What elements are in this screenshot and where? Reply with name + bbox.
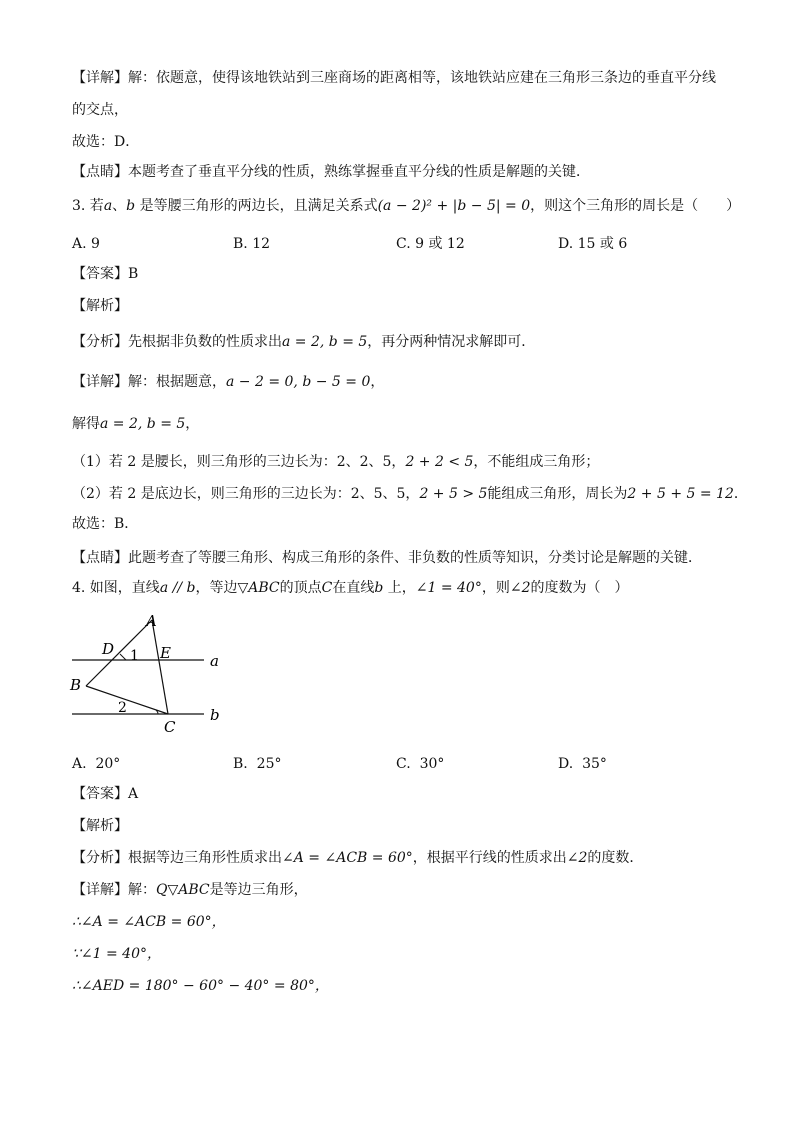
q3-solve: 解得a = 2, b = 5， bbox=[72, 416, 200, 432]
q3-formula: (a − 2)² + |b − 5| = 0 bbox=[377, 198, 531, 214]
q3-option-a[interactable]: A. 9 bbox=[72, 236, 100, 252]
q4-answer: 【答案】A bbox=[72, 786, 139, 802]
q2-detail-line2: 的交点， bbox=[72, 102, 128, 118]
label-2: 2 bbox=[118, 700, 127, 716]
angle-1-arc bbox=[120, 654, 126, 660]
q3-analysis: 【分析】先根据非负数的性质求出a = 2, b = 5，再分两种情况求解即可． bbox=[72, 334, 536, 350]
q4-analysis-tag: 【解析】 bbox=[72, 818, 128, 834]
q4-step2: ∵∠1 = 40°， bbox=[72, 946, 161, 962]
q4-stem: 4. 如图，直线a // b，等边▽ABC的顶点C在直线b 上，∠1 = 40°，则∠2的度数为（ ） bbox=[72, 580, 629, 596]
q3-option-c[interactable]: C. 9 或 12 bbox=[396, 236, 465, 252]
label-line-b: b bbox=[210, 706, 220, 724]
label-1: 1 bbox=[130, 648, 139, 664]
q3-detail: 【详解】解：根据题意，a − 2 = 0, b − 5 = 0， bbox=[72, 374, 385, 390]
q3-option-b[interactable]: B. 12 bbox=[233, 236, 271, 252]
q4-step1: ∴∠A = ∠ACB = 60°， bbox=[72, 914, 226, 930]
q4-option-c[interactable]: C. 30° bbox=[396, 756, 445, 772]
q2-detail-line1: 【详解】解：依题意，使得该地铁站到三座商场的距离相等，该地铁站应建在三角形三条边的垂直平分线 bbox=[72, 70, 716, 86]
q3-option-d[interactable]: D. 15 或 6 bbox=[558, 236, 628, 252]
q3-analysis-tag: 【解析】 bbox=[72, 298, 128, 314]
label-a-vertex: A bbox=[146, 612, 157, 630]
q4-option-d[interactable]: D. 35° bbox=[558, 756, 607, 772]
q4-step3: ∴∠AED = 180° − 60° − 40° = 80°， bbox=[72, 978, 329, 994]
label-d: D bbox=[102, 640, 115, 658]
q3-answer: 【答案】B bbox=[72, 266, 139, 282]
q3-choice: 故选：B． bbox=[72, 516, 139, 532]
q2-comment: 【点睛】本题考查了垂直平分线的性质，熟练掌握垂直平分线的性质是解题的关键． bbox=[72, 164, 590, 180]
label-line-a: a bbox=[210, 652, 219, 670]
segment-ac bbox=[152, 620, 168, 714]
q3-case2: （2）若 2 是底边长，则三角形的三边长为：2、5、5，2 + 5 > 5能组成三角形，周长为2 + 5 + 5 = 12． bbox=[72, 486, 748, 502]
label-e: E bbox=[160, 644, 171, 662]
segment-bc bbox=[86, 686, 168, 714]
q3-case1: （1）若 2 是腰长，则三角形的三边长为：2、2、5，2 + 2 < 5，不能组成三角形； bbox=[72, 454, 600, 470]
label-c-vertex: C bbox=[164, 718, 176, 736]
q3-stem: 3. 若a、b 是等腰三角形的两边长，且满足关系式(a − 2)² + |b − 5| = 0，则这个三角形的周长是（ ） bbox=[72, 198, 741, 214]
q4-option-b[interactable]: B. 25° bbox=[233, 756, 282, 772]
q4-figure bbox=[68, 608, 228, 738]
q4-option-a[interactable]: A. 20° bbox=[72, 756, 121, 772]
label-b-vertex: B bbox=[70, 676, 82, 694]
q2-choice: 故选：D． bbox=[72, 134, 140, 150]
q4-detail: 【详解】解：Q▽ABC是等边三角形， bbox=[72, 882, 308, 898]
segment-ab bbox=[86, 620, 152, 686]
q4-analysis: 【分析】根据等边三角形性质求出∠A = ∠ACB = 60°，根据平行线的性质求出∠2的度数． bbox=[72, 850, 644, 866]
q3-comment: 【点睛】此题考查了等腰三角形、构成三角形的条件、非负数的性质等知识，分类讨论是解题的关键． bbox=[72, 550, 702, 566]
